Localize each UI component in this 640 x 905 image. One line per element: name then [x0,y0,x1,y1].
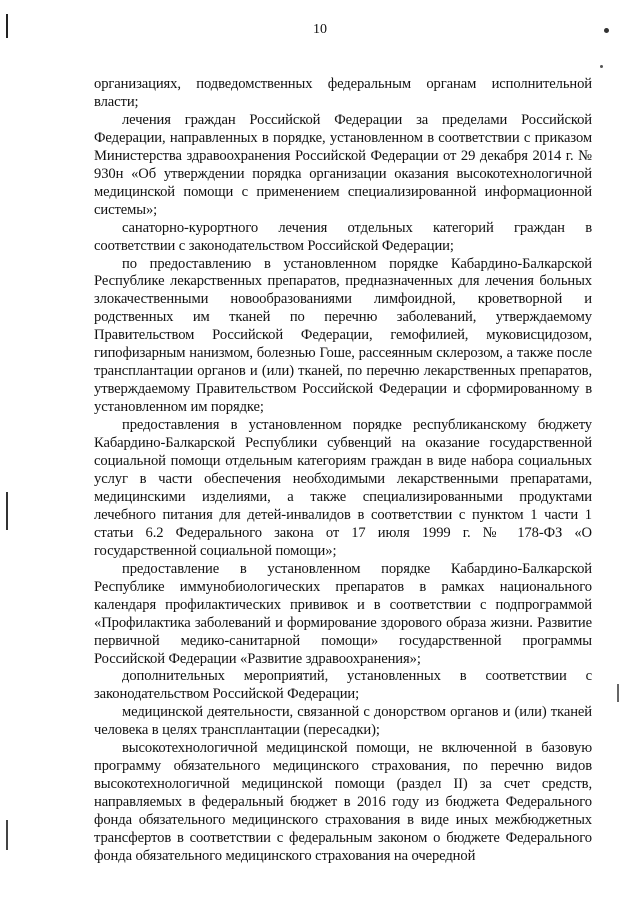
paragraph: санаторно-курортного лечения отдельных категорий граждан в соответствии с законодательством Российской Федерации; [94,219,592,254]
paragraph: лечения граждан Российской Федерации за пределами Российской Федерации, направленных в порядке, установленном в соответствии с приказом Министерства здравоохранения Российской Федерации от 29 декабря 2014 г. № 930н «Об утверждении порядка организации оказания высокотехнологичной медицинской помощи с применением специализированной информационной системы»; [94,111,592,218]
scan-edge-mark [6,492,8,530]
scan-edge-mark [617,684,619,702]
paragraph: организациях, подведомственных федеральным органам исполнительной власти; [94,76,592,110]
paragraph: дополнительных мероприятий, установленных в соответствии с законодательством Российской Федерации; [94,668,592,703]
paragraph: предоставление в установленном порядке Кабардино-Балкарской Республике иммунобиологических препаратов в рамках национального календаря профилактических прививок и в соответствии с подпрограммой «Профилактика заболеваний и формирование здорового образа жизни. Развитие первичной медико-санитарной помощи» государственной программы Российской Федерации «Развитие здравоохранения»; [94,560,592,667]
paragraph: медицинской деятельности, связанной с донорством органов и (или) тканей человека в целях трансплантации (пересадки); [94,704,592,739]
document-body [94,76,592,866]
paragraph: высокотехнологичной медицинской помощи, не включенной в базовую программу обязательного медицинского страхования, по перечню видов высокотехнологичной медицинской помощи (раздел II) за счет средств, направляемых в федеральный бюджет в 2016 году из бюджета Федерального фонда обязательного медицинского страхования в виде иных межбюджетных трансфертов в соответствии с федеральным законом о бюджете Федерального фонда обязательного медицинского страхования на очередной [94,740,592,864]
paragraph: предоставления в установленном порядке республиканскому бюджету Кабардино-Балкарской Республики субвенций на оказание государственной социальной помощи отдельным категориям граждан в виде набора социальных услуг в части обеспечения необходимыми лекарственными препаратами, медицинскими изделиями, а также специализированными продуктами лечебного питания для детей-инвалидов в соответствии с пунктом 1 части 1 статьи 6.2 Федерального закона от 17 июля 1999 г. № 178-ФЗ «О государственной социальной помощи»; [94,417,592,559]
page-number: 10 [313,22,327,37]
scan-edge-mark [6,820,8,850]
paragraph: по предоставлению в установленном порядке Кабардино-Балкарской Республике лекарственных препаратов, предназначенных для лечения больных злокачественными новообразованиями лимфоидной, кроветворной и родственных им тканей по перечню заболеваний, утверждаемому Правительством Российской Федерации, гемофилией, муковисцидозом, гипофизарным нанизмом, болезнью Гоше, рассеянным склерозом, а также после трансплантации органов и (или) тканей, по перечню лекарственных препаратов, утверждаемому Правительством Российской Федерации и сформированному в установленном им порядке; [94,255,592,416]
scan-speck [600,65,603,68]
